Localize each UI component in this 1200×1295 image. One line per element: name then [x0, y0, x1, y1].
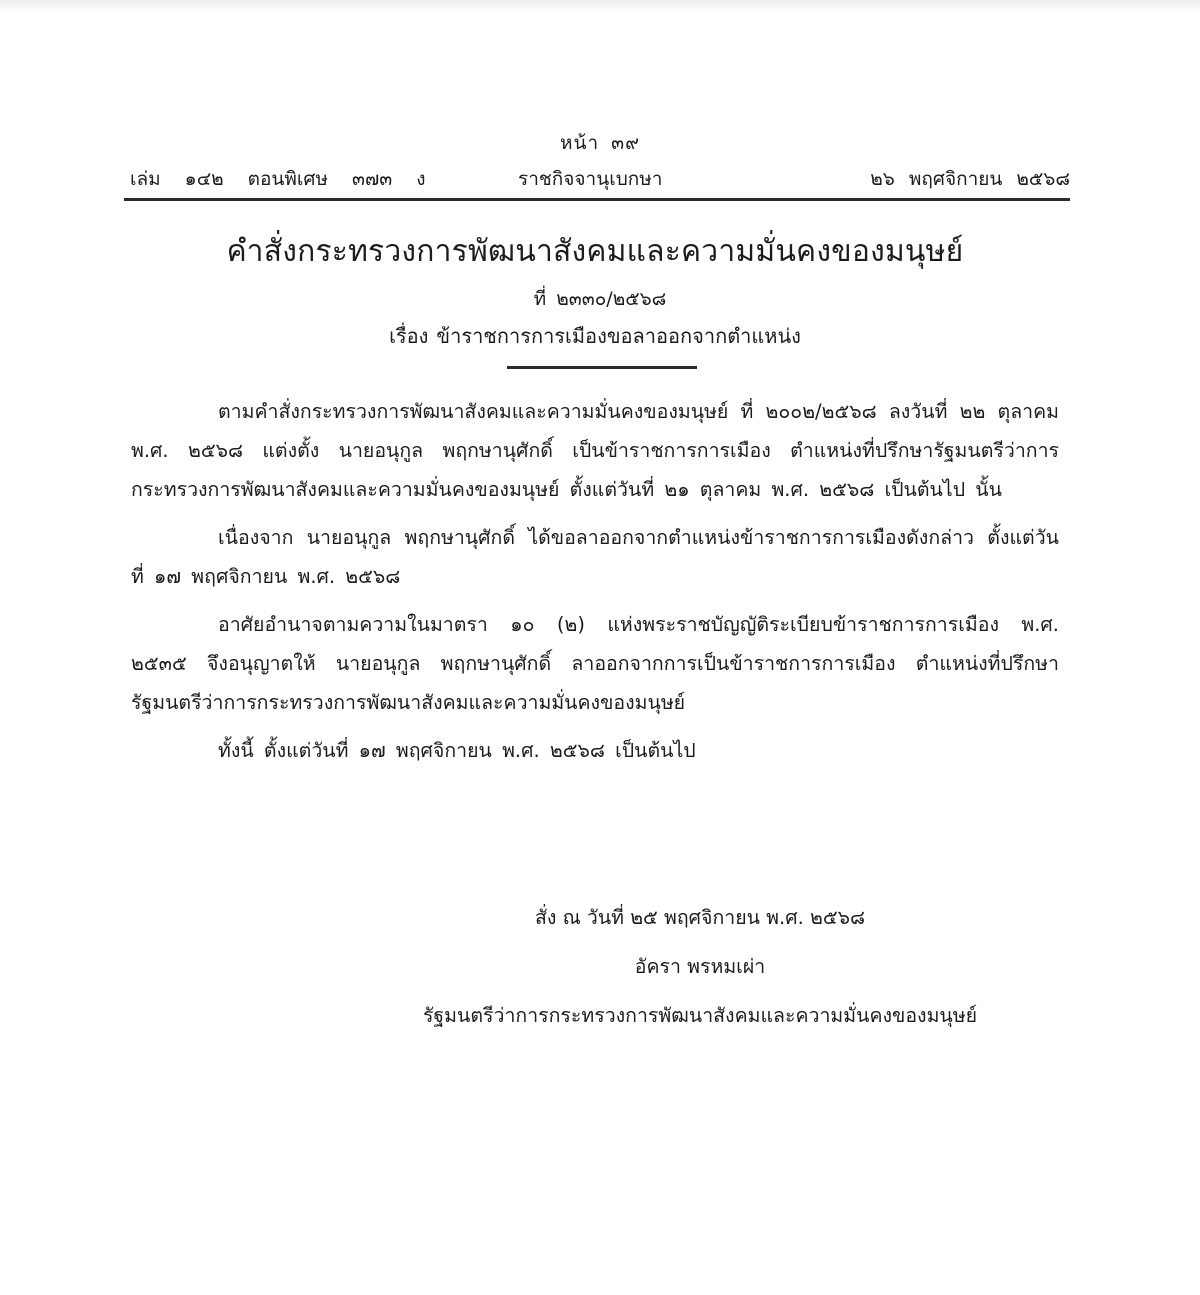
body-paragraph: อาศัยอำนาจตามความในมาตรา ๑๐ (๒) แห่งพระราชบัญญัติระเบียบข้าราชการการเมือง พ.ศ. ๒๕๓๕ จึงอนุญาตให้ นายอนุกูล พฤกษานุศักดิ์ ลาออกจากการเป็นข้าราชการการเมือง ตำแหน่งที่ปรึกษารัฐมนตรีว่าการกระทรวงการพัฒนาสังคมและความมั่นคงของมนุษย์: [131, 613, 1059, 714]
order-title: คำสั่งกระทรวงการพัฒนาสังคมและความมั่นคงของมนุษย์: [226, 234, 964, 269]
publication-name: ราชกิจจานุเบกษา: [518, 168, 663, 190]
date-month: พฤศจิกายน: [908, 168, 1003, 190]
date-year: ๒๕๖๘: [1016, 168, 1070, 190]
issued-date: สั่ง ณ วันที่ ๒๕ พฤศจิกายน พ.ศ. ๒๕๖๘: [534, 906, 866, 929]
body-paragraph: เนื่องจาก นายอนุกูล พฤกษานุศักดิ์ ได้ขอลาออกจากตำแหน่งข้าราชการการเมืองดังกล่าว ตั้งแต่วันที่ ๑๗ พฤศจิกายน พ.ศ. ๒๕๖๘: [131, 526, 1059, 588]
gazette-header: [130, 164, 1070, 194]
subject-divider: [507, 366, 697, 369]
order-number-label: ที่: [533, 288, 547, 310]
subject-value: ข้าราชการการเมืองขอลาออกจากตำแหน่ง: [436, 324, 801, 348]
signatory-name: อัครา พรหมเผ่า: [634, 955, 766, 978]
issue-value: ๓๗๓: [351, 168, 393, 190]
order-subject: [0, 320, 1190, 352]
issue-section: ง: [416, 168, 426, 190]
page-number-value: ๓๙: [611, 132, 641, 154]
subject-label: เรื่อง: [389, 324, 429, 348]
body-paragraph: ทั้งนี้ ตั้งแต่วันที่ ๑๗ พฤศจิกายน พ.ศ. ๒๕๖๘ เป็นต้นไป: [218, 739, 696, 762]
page-number: [0, 128, 1200, 158]
order-number-value: ๒๓๓๐/๒๕๖๘: [556, 288, 667, 310]
signature-block: [380, 898, 1020, 1045]
order-body: [131, 392, 1059, 779]
publication-date: [856, 164, 1070, 194]
body-paragraph: ตามคำสั่งกระทรวงการพัฒนาสังคมและความมั่นคงของมนุษย์ ที่ ๒๐๐๒/๒๕๖๘ ลงวันที่ ๒๒ ตุลาคม พ.ศ. ๒๕๖๘ แต่งตั้ง นายอนุกูล พฤกษานุศักดิ์ เป็นข้าราชการการเมือง ตำแหน่งที่ปรึกษารัฐมนตรีว่าการกระทรวงการพัฒนาสังคมและความมั่นคงของมนุษย์ ตั้งแต่วันที่ ๒๑ ตุลาคม พ.ศ. ๒๕๖๘ เป็นต้นไป นั้น: [131, 400, 1059, 501]
page-label: หน้า: [559, 132, 600, 154]
volume-label: เล่ม: [130, 168, 161, 190]
header-divider: [124, 198, 1070, 201]
signatory-position: รัฐมนตรีว่าการกระทรวงการพัฒนาสังคมและความมั่นคงของมนุษย์: [422, 1004, 978, 1027]
volume-value: ๑๔๒: [184, 168, 224, 190]
issue-label: ตอนพิเศษ: [247, 168, 328, 190]
date-day: ๒๖: [870, 168, 895, 190]
volume-issue: [130, 164, 450, 194]
order-number: [0, 284, 1200, 314]
